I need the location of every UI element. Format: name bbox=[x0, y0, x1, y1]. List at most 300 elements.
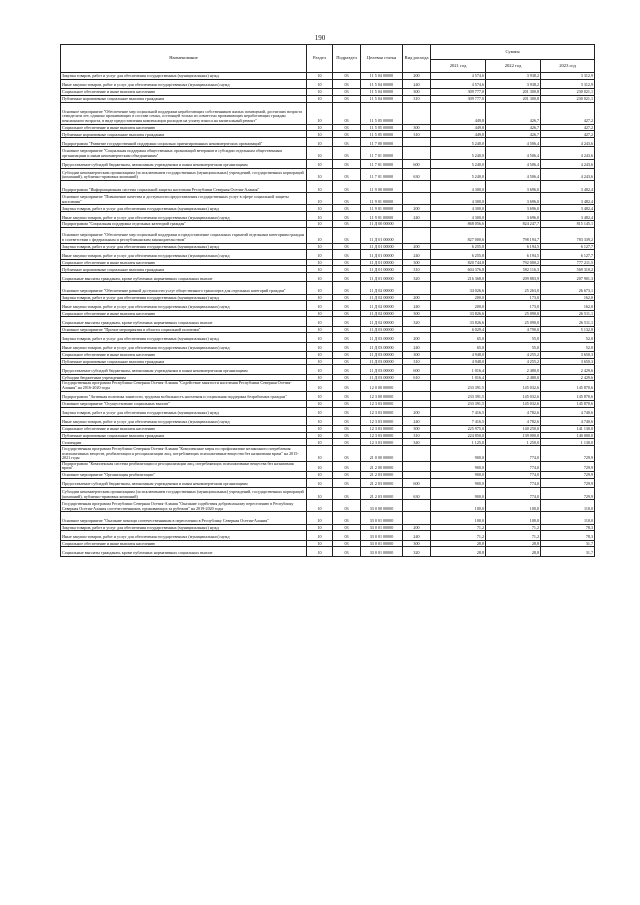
row-name: Иные закупки товаров, работ и услуг для обеспечения государственных (муниципальных) нужд bbox=[61, 212, 307, 221]
row-type: 340 bbox=[403, 439, 431, 446]
row-type: 200 bbox=[403, 333, 431, 342]
row-target: 11 Д 01 00000 bbox=[361, 273, 403, 282]
row-sum-2023: 783 339,2 bbox=[541, 228, 595, 244]
row-section: 10 bbox=[307, 472, 333, 479]
row-subsection: 03 bbox=[333, 259, 361, 266]
row-sum-2023: 3 482,4 bbox=[541, 205, 595, 212]
row-target: 33 0 01 00000 bbox=[361, 547, 403, 556]
row-sum-2023: 3 312,9 bbox=[541, 73, 595, 80]
row-type: 300 bbox=[403, 88, 431, 95]
row-type: 240 bbox=[403, 79, 431, 88]
row-subsection: 03 bbox=[333, 461, 361, 471]
row-type: 240 bbox=[403, 342, 431, 351]
row-subsection: 03 bbox=[333, 358, 361, 365]
row-sum-2021: 5 240,0 bbox=[431, 147, 486, 159]
row-section: 10 bbox=[307, 326, 333, 333]
row-sum-2022: 209 883,9 bbox=[486, 273, 541, 282]
row-section: 10 bbox=[307, 266, 333, 273]
row-subsection: 03 bbox=[333, 294, 361, 301]
row-target: 11 7 01 00000 bbox=[361, 159, 403, 168]
row-target: 21 2 03 00000 bbox=[361, 478, 403, 487]
row-sum-2021: 65,0 bbox=[431, 342, 486, 351]
row-sum-2023: 2 429,6 bbox=[541, 374, 595, 381]
row-subsection: 03 bbox=[333, 351, 361, 358]
row-sum-2023: 110,0 bbox=[541, 512, 595, 524]
row-section: 10 bbox=[307, 301, 333, 310]
row-name: Предоставление субсидий бюджетным, автономным учреждениям и иным некоммерческим организациям bbox=[61, 365, 307, 374]
row-section: 10 bbox=[307, 205, 333, 212]
row-subsection: 03 bbox=[333, 147, 361, 159]
row-type: 600 bbox=[403, 159, 431, 168]
row-name: Субсидии бюджетным учреждениям bbox=[61, 374, 307, 381]
row-section: 10 bbox=[307, 138, 333, 147]
row-section: 10 bbox=[307, 400, 333, 407]
row-name: Стипендии bbox=[61, 439, 307, 446]
row-section: 10 bbox=[307, 351, 333, 358]
row-sum-2021: 200,0 bbox=[431, 301, 486, 310]
row-target: 11 Д 03 00000 bbox=[361, 365, 403, 374]
row-section: 10 bbox=[307, 488, 333, 500]
table-row bbox=[61, 95, 595, 102]
row-section: 10 bbox=[307, 147, 333, 159]
table-row bbox=[61, 425, 595, 432]
row-name: Подпрограмма "Социальная поддержка отдельных категорий граждан" bbox=[61, 221, 307, 228]
row-target: 11 Д 01 00000 bbox=[361, 243, 403, 250]
row-subsection: 03 bbox=[333, 425, 361, 432]
table-row bbox=[61, 147, 595, 159]
table-row bbox=[61, 326, 595, 333]
row-subsection: 03 bbox=[333, 102, 361, 124]
row-target: 12 3 03 00000 bbox=[361, 439, 403, 446]
row-subsection: 03 bbox=[333, 212, 361, 221]
row-sum-2021: 900,0 bbox=[431, 488, 486, 500]
row-sum-2021: 309 777,0 bbox=[431, 95, 486, 102]
row-subsection: 03 bbox=[333, 193, 361, 205]
row-subsection: 03 bbox=[333, 168, 361, 180]
row-type bbox=[403, 282, 431, 294]
row-sum-2021: 7 416,5 bbox=[431, 416, 486, 425]
row-name: Государственная программа Республики Северная Осетия-Алания "Содействие занятости населения Республики Северная Осетия-Алания" на 2016-2020 годы bbox=[61, 381, 307, 391]
row-subsection: 03 bbox=[333, 531, 361, 540]
row-section: 10 bbox=[307, 102, 333, 124]
row-sum-2023: 230 021,1 bbox=[541, 95, 595, 102]
table-row bbox=[61, 88, 595, 95]
table-row bbox=[61, 131, 595, 138]
table-row bbox=[61, 243, 595, 250]
row-name: Закупка товаров, работ и услуг для обеспечения государственных (муниципальных) нужд bbox=[61, 524, 307, 531]
row-sum-2023: 6 127,7 bbox=[541, 243, 595, 250]
header-type: Вид расхода bbox=[403, 45, 431, 73]
row-name: Иные закупки товаров, работ и услуг для обеспечения государственных (муниципальных) нужд bbox=[61, 250, 307, 259]
row-section: 10 bbox=[307, 432, 333, 439]
table-row bbox=[61, 472, 595, 479]
table-row bbox=[61, 381, 595, 391]
page-number: 190 bbox=[314, 34, 326, 42]
row-name: Подпрограмма "Информационная система социальной защиты населения Республики Северная Осетия-Алания" bbox=[61, 180, 307, 192]
row-section: 10 bbox=[307, 333, 333, 342]
row-sum-2022: 71,2 bbox=[486, 524, 541, 531]
row-type bbox=[403, 381, 431, 391]
table-row bbox=[61, 416, 595, 425]
row-section: 10 bbox=[307, 365, 333, 374]
row-section: 10 bbox=[307, 540, 333, 547]
row-name: Закупка товаров, работ и услуг для обеспечения государственных (муниципальных) нужд bbox=[61, 205, 307, 212]
row-type bbox=[403, 326, 431, 333]
header-section: Раздел bbox=[307, 45, 333, 73]
row-sum-2023: 207 901,3 bbox=[541, 273, 595, 282]
row-sum-2023: 427,2 bbox=[541, 131, 595, 138]
row-section: 10 bbox=[307, 446, 333, 462]
row-sum-2021: 449,8 bbox=[431, 131, 486, 138]
table-row bbox=[61, 358, 595, 365]
row-sum-2022: 3 696,0 bbox=[486, 180, 541, 192]
row-target: 11 Д 02 00000 bbox=[361, 310, 403, 317]
row-sum-2022: 2 480,0 bbox=[486, 374, 541, 381]
row-subsection: 03 bbox=[333, 317, 361, 326]
row-section: 10 bbox=[307, 259, 333, 266]
row-name: Социальные выплаты гражданам, кроме публичных нормативных социальных выплат bbox=[61, 547, 307, 556]
row-type: 300 bbox=[403, 310, 431, 317]
row-subsection: 03 bbox=[333, 79, 361, 88]
row-subsection: 03 bbox=[333, 138, 361, 147]
row-sum-2021: 309 777,0 bbox=[431, 88, 486, 95]
row-sum-2022: 4 255,2 bbox=[486, 358, 541, 365]
row-section: 10 bbox=[307, 381, 333, 391]
row-subsection: 03 bbox=[333, 273, 361, 282]
row-name: Иные закупки товаров, работ и услуг для обеспечения государственных (муниципальных) нужд bbox=[61, 342, 307, 351]
row-sum-2023: 110,0 bbox=[541, 500, 595, 512]
row-subsection: 03 bbox=[333, 88, 361, 95]
row-target: 11 5 05 00000 bbox=[361, 131, 403, 138]
row-name: Социальные выплаты гражданам, кроме публичных нормативных социальных выплат bbox=[61, 273, 307, 282]
row-sum-2022: 3 696,0 bbox=[486, 212, 541, 221]
row-sum-2023: 5 132,8 bbox=[541, 326, 595, 333]
row-sum-2023: 4 243,6 bbox=[541, 138, 595, 147]
table-row bbox=[61, 221, 595, 228]
row-target: 21 2 00 00000 bbox=[361, 461, 403, 471]
row-name: Основное мероприятие "Прочие мероприятия в области социальной политики" bbox=[61, 326, 307, 333]
row-sum-2023: 31,7 bbox=[541, 540, 595, 547]
row-sum-2021: 100,0 bbox=[431, 512, 486, 524]
row-type: 200 bbox=[403, 294, 431, 301]
row-section: 10 bbox=[307, 524, 333, 531]
row-type: 200 bbox=[403, 205, 431, 212]
row-sum-2021: 28,8 bbox=[431, 540, 486, 547]
row-sum-2021: 4 574,6 bbox=[431, 73, 486, 80]
row-sum-2021: 4 300,0 bbox=[431, 193, 486, 205]
row-sum-2022: 774,0 bbox=[486, 478, 541, 487]
row-sum-2021: 900,0 bbox=[431, 478, 486, 487]
row-sum-2022: 25 263,0 bbox=[486, 282, 541, 294]
row-sum-2022: 145 032,6 bbox=[486, 391, 541, 400]
row-name: Подпрограмма "Активная политика занятости, трудовая мобильность населения и социальная поддержка безработных граждан" bbox=[61, 391, 307, 400]
table-row bbox=[61, 439, 595, 446]
row-sum-2023: 26 673,1 bbox=[541, 282, 595, 294]
row-sum-2023: 230 021,1 bbox=[541, 88, 595, 95]
row-type: 600 bbox=[403, 478, 431, 487]
row-sum-2023: 427,2 bbox=[541, 124, 595, 131]
row-sum-2021: 604 376,8 bbox=[431, 266, 486, 273]
row-sum-2023: 145 870,6 bbox=[541, 381, 595, 391]
row-name: Государственная программа Республики Северная Осетия-Алания "Оказание содействия добровольному переселению в Республику Северная Осетия-Алания соотечественников, проживающих за рубежом" на 2019-2020 годы bbox=[61, 500, 307, 512]
table-row bbox=[61, 531, 595, 540]
row-sum-2023: 3 650,3 bbox=[541, 351, 595, 358]
row-sum-2021: 449,8 bbox=[431, 124, 486, 131]
row-type bbox=[403, 221, 431, 228]
row-section: 10 bbox=[307, 407, 333, 416]
row-sum-2022: 145 032,6 bbox=[486, 381, 541, 391]
row-sum-2021: 33 826,6 bbox=[431, 310, 486, 317]
row-section: 10 bbox=[307, 250, 333, 259]
row-name: Социальное обеспечение и иные выплаты населению bbox=[61, 88, 307, 95]
row-sum-2022: 201 300,8 bbox=[486, 95, 541, 102]
row-sum-2022: 4 782,6 bbox=[486, 407, 541, 416]
row-subsection: 03 bbox=[333, 439, 361, 446]
row-subsection: 03 bbox=[333, 250, 361, 259]
row-section: 10 bbox=[307, 317, 333, 326]
row-subsection: 03 bbox=[333, 310, 361, 317]
row-sum-2021: 6 029,4 bbox=[431, 326, 486, 333]
table-row bbox=[61, 407, 595, 416]
row-sum-2021: 100,0 bbox=[431, 500, 486, 512]
header-year-2023: 2023 год bbox=[541, 60, 595, 73]
table-row bbox=[61, 273, 595, 282]
row-sum-2022: 6 194,5 bbox=[486, 243, 541, 250]
row-name: Социальное обеспечение и иные выплаты населению bbox=[61, 351, 307, 358]
row-subsection: 03 bbox=[333, 205, 361, 212]
row-sum-2022: 145 032,6 bbox=[486, 400, 541, 407]
row-name: Социальное обеспечение и иные выплаты населению bbox=[61, 124, 307, 131]
row-sum-2021: 900,0 bbox=[431, 472, 486, 479]
row-name: Подпрограмма "Развитие государственной поддержки социально ориентированных некоммерческих организаций" bbox=[61, 138, 307, 147]
row-sum-2022: 3 696,0 bbox=[486, 205, 541, 212]
row-sum-2022: 774,0 bbox=[486, 461, 541, 471]
row-type: 300 bbox=[403, 425, 431, 432]
row-subsection: 03 bbox=[333, 374, 361, 381]
table-row bbox=[61, 250, 595, 259]
row-target: 11 Д 03 00000 bbox=[361, 326, 403, 333]
row-name: Основное мероприятие "Обеспечение мер социальной поддержки и предоставление социальных гарантий отдельным категориям граждан в соответствии с федеральным и республиканским законодательством" bbox=[61, 228, 307, 244]
row-sum-2023: 729,9 bbox=[541, 472, 595, 479]
row-section: 10 bbox=[307, 212, 333, 221]
row-name: Предоставление субсидий бюджетным, автономным учреждениям и иным некоммерческим организациям bbox=[61, 159, 307, 168]
row-subsection: 03 bbox=[333, 524, 361, 531]
row-target: 11 7 00 00000 bbox=[361, 138, 403, 147]
table-row bbox=[61, 124, 595, 131]
row-name: Иные закупки товаров, работ и услуг для обеспечения государственных (муниципальных) нужд bbox=[61, 531, 307, 540]
row-sum-2021: 233 391,5 bbox=[431, 391, 486, 400]
row-sum-2022: 71,2 bbox=[486, 531, 541, 540]
table-row bbox=[61, 310, 595, 317]
row-sum-2021: 827 000,6 bbox=[431, 228, 486, 244]
row-subsection: 03 bbox=[333, 95, 361, 102]
table-row bbox=[61, 500, 595, 512]
row-name: Социальное обеспечение и иные выплаты населению bbox=[61, 425, 307, 432]
row-type: 300 bbox=[403, 351, 431, 358]
row-type bbox=[403, 228, 431, 244]
row-name: Закупка товаров, работ и услуг для обеспечения государственных (муниципальных) нужд bbox=[61, 243, 307, 250]
row-sum-2023: 26 511,1 bbox=[541, 317, 595, 326]
row-target: 11 7 01 00000 bbox=[361, 147, 403, 159]
row-sum-2022: 4 255,2 bbox=[486, 351, 541, 358]
row-section: 10 bbox=[307, 159, 333, 168]
row-subsection: 03 bbox=[333, 365, 361, 374]
row-type: 310 bbox=[403, 95, 431, 102]
row-name: Закупка товаров, работ и услуг для обеспечения государственных (муниципальных) нужд bbox=[61, 407, 307, 416]
row-sum-2023: 31,7 bbox=[541, 547, 595, 556]
row-target: 33 0 01 00000 bbox=[361, 512, 403, 524]
table-row bbox=[61, 138, 595, 147]
row-target: 11 Д 02 00000 bbox=[361, 317, 403, 326]
row-name: Субсидии некоммерческим организациям (за исключением государственных (муниципальных) учреждений, государственных корпораций (компаний), публично-правовых компаний) bbox=[61, 488, 307, 500]
row-section: 10 bbox=[307, 95, 333, 102]
row-sum-2023: 1 130,0 bbox=[541, 439, 595, 446]
row-sum-2022: 100,0 bbox=[486, 512, 541, 524]
table-row bbox=[61, 461, 595, 471]
table-row bbox=[61, 294, 595, 301]
header-year-2021: 2021 год bbox=[431, 60, 486, 73]
row-target: 12 3 03 00000 bbox=[361, 432, 403, 439]
table-row bbox=[61, 374, 595, 381]
table-row bbox=[61, 512, 595, 524]
row-sum-2021: 4 300,0 bbox=[431, 180, 486, 192]
table-row bbox=[61, 524, 595, 531]
row-subsection: 03 bbox=[333, 342, 361, 351]
row-target: 11 9 01 00000 bbox=[361, 193, 403, 205]
row-name: Социальные выплаты гражданам, кроме публичных нормативных социальных выплат bbox=[61, 317, 307, 326]
table-body bbox=[61, 73, 595, 557]
row-target: 11 Д 01 00000 bbox=[361, 228, 403, 244]
row-name: Публичные нормативные социальные выплаты гражданам bbox=[61, 95, 307, 102]
row-subsection: 03 bbox=[333, 159, 361, 168]
row-section: 10 bbox=[307, 294, 333, 301]
row-target: 11 Д 01 00000 bbox=[361, 259, 403, 266]
table-row bbox=[61, 446, 595, 462]
row-subsection: 03 bbox=[333, 400, 361, 407]
row-target: 11 Д 02 00000 bbox=[361, 294, 403, 301]
row-target: 11 5 05 00000 bbox=[361, 102, 403, 124]
table-row bbox=[61, 266, 595, 273]
row-sum-2022: 798 194,7 bbox=[486, 228, 541, 244]
row-target: 11 5 04 00000 bbox=[361, 79, 403, 88]
row-target: 11 Д 02 00000 bbox=[361, 282, 403, 294]
row-sum-2021: 820 744,8 bbox=[431, 259, 486, 266]
row-sum-2021: 1 125,0 bbox=[431, 439, 486, 446]
row-target: 11 Д 03 00000 bbox=[361, 358, 403, 365]
row-sum-2021: 71,2 bbox=[431, 531, 486, 540]
row-name: Иные закупки товаров, работ и услуг для обеспечения государственных (муниципальных) нужд bbox=[61, 416, 307, 425]
row-sum-2023: 6 127,7 bbox=[541, 250, 595, 259]
row-target: 33 0 01 00000 bbox=[361, 524, 403, 531]
row-subsection: 03 bbox=[333, 432, 361, 439]
row-type bbox=[403, 461, 431, 471]
row-target: 11 5 04 00000 bbox=[361, 95, 403, 102]
row-section: 10 bbox=[307, 478, 333, 487]
row-sum-2022: 25 090,0 bbox=[486, 310, 541, 317]
row-type: 240 bbox=[403, 212, 431, 221]
row-sum-2021: 900,0 bbox=[431, 461, 486, 471]
row-sum-2021: 1 016,4 bbox=[431, 365, 486, 374]
table-row bbox=[61, 317, 595, 326]
row-type: 240 bbox=[403, 416, 431, 425]
row-sum-2023: 2 429,6 bbox=[541, 365, 595, 374]
row-section: 10 bbox=[307, 282, 333, 294]
table-row bbox=[61, 259, 595, 266]
row-name: Закупка товаров, работ и услуг для обеспечения государственных (муниципальных) нужд bbox=[61, 73, 307, 80]
row-name: Основное мероприятие "Повышение качества и доступности предоставления государственных услуг в сфере социальной защиты населения" bbox=[61, 193, 307, 205]
row-section: 10 bbox=[307, 273, 333, 282]
table-row bbox=[61, 333, 595, 342]
row-section: 10 bbox=[307, 391, 333, 400]
row-subsection: 03 bbox=[333, 478, 361, 487]
row-target: 11 Д 03 00000 bbox=[361, 333, 403, 342]
row-sum-2021: 449,8 bbox=[431, 102, 486, 124]
row-target: 11 Д 02 00000 bbox=[361, 301, 403, 310]
row-sum-2023: 4 740,6 bbox=[541, 416, 595, 425]
table-row bbox=[61, 301, 595, 310]
row-section: 10 bbox=[307, 243, 333, 250]
row-target: 21 0 00 00000 bbox=[361, 446, 403, 462]
row-sum-2022: 55,0 bbox=[486, 333, 541, 342]
table-row bbox=[61, 478, 595, 487]
row-subsection: 03 bbox=[333, 500, 361, 512]
row-sum-2021: 868 056,6 bbox=[431, 221, 486, 228]
row-type: 300 bbox=[403, 259, 431, 266]
row-type: 610 bbox=[403, 374, 431, 381]
table-row bbox=[61, 168, 595, 180]
row-section: 10 bbox=[307, 131, 333, 138]
row-subsection: 03 bbox=[333, 131, 361, 138]
row-subsection: 03 bbox=[333, 326, 361, 333]
row-sum-2023: 3 482,4 bbox=[541, 180, 595, 192]
row-sum-2022: 4 790,0 bbox=[486, 326, 541, 333]
row-name: Закупка товаров, работ и услуг для обеспечения государственных (муниципальных) нужд bbox=[61, 294, 307, 301]
row-type: 630 bbox=[403, 488, 431, 500]
row-sum-2022: 774,0 bbox=[486, 472, 541, 479]
row-target: 11 Д 03 00000 bbox=[361, 351, 403, 358]
row-type bbox=[403, 102, 431, 124]
row-section: 10 bbox=[307, 79, 333, 88]
row-name: Основное мероприятие "Обеспечение мер социальной поддержки неработающих собственников жилых помещений, достигших возраста семидесяти лет, одиноко проживающих в составе семьи, состоящей только из совместно проживающих неработающих граждан пенсионного возраста, в виде предоставления компенсации расходов на уплату взноса на капитальный ремонт" bbox=[61, 102, 307, 124]
row-section: 10 bbox=[307, 358, 333, 365]
table-row bbox=[61, 351, 595, 358]
row-name: Основное мероприятие "Организация реабилитации" bbox=[61, 472, 307, 479]
row-sum-2023: 4 740,6 bbox=[541, 407, 595, 416]
header-sums: Суммы bbox=[431, 45, 595, 60]
table-row bbox=[61, 342, 595, 351]
table-row bbox=[61, 365, 595, 374]
row-sum-2023: 777 211,5 bbox=[541, 259, 595, 266]
row-name: Иные закупки товаров, работ и услуг для обеспечения государственных (муниципальных) нужд bbox=[61, 79, 307, 88]
table-row bbox=[61, 400, 595, 407]
row-sum-2021: 4 300,0 bbox=[431, 205, 486, 212]
row-sum-2023: 729,9 bbox=[541, 446, 595, 462]
row-sum-2022: 100,0 bbox=[486, 500, 541, 512]
row-sum-2022: 824 247,7 bbox=[486, 221, 541, 228]
row-sum-2023: 729,9 bbox=[541, 461, 595, 471]
row-name: Основное мероприятие "Оказание помощи соотечественникам в переселении в Республику Северная Осетия-Алания" bbox=[61, 512, 307, 524]
row-target: 33 0 01 00000 bbox=[361, 531, 403, 540]
row-sum-2022: 774,0 bbox=[486, 488, 541, 500]
header-name: Наименование bbox=[61, 45, 307, 73]
row-sum-2022: 426,7 bbox=[486, 102, 541, 124]
row-section: 10 bbox=[307, 228, 333, 244]
table-row bbox=[61, 159, 595, 168]
row-subsection: 03 bbox=[333, 221, 361, 228]
row-sum-2022: 426,7 bbox=[486, 124, 541, 131]
row-type: 200 bbox=[403, 407, 431, 416]
row-type: 200 bbox=[403, 73, 431, 80]
